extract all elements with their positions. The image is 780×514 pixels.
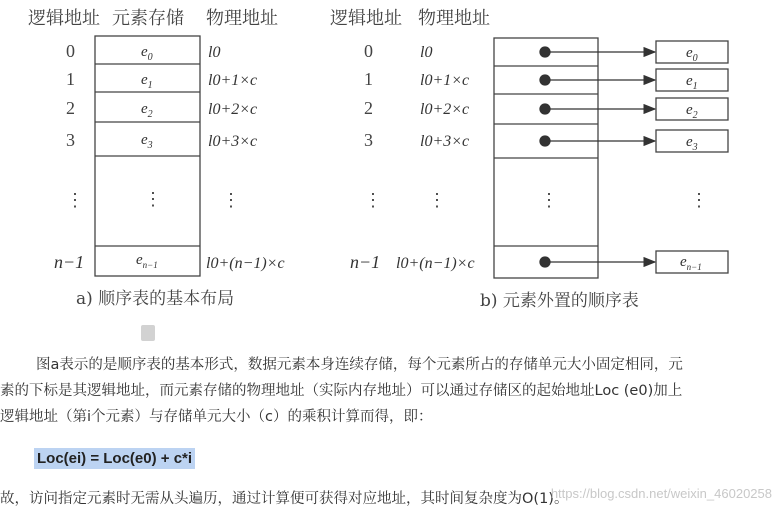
element-label: $e_0$ bbox=[141, 44, 153, 63]
element-label: ⋮ bbox=[144, 189, 162, 209]
pointer-dot bbox=[540, 257, 550, 267]
logical-index: n−1 bbox=[54, 252, 85, 272]
logical-index: ⋮ bbox=[364, 190, 382, 210]
pointer-ellipsis: ⋮ bbox=[540, 190, 558, 210]
paragraph-conclusion: 故，访问指定元素时无需从头遍历，通过计算便可获得对应地址，其时间复杂度为O(1)。 bbox=[0, 491, 569, 507]
logical-index: 1 bbox=[66, 69, 75, 89]
storage-column-b bbox=[494, 38, 598, 278]
physical-address: l0+1×c bbox=[420, 72, 470, 89]
pointer-dot bbox=[540, 47, 550, 57]
figure-a bbox=[28, 8, 285, 309]
physical-address: ⋮ bbox=[222, 190, 240, 210]
external-element-label: $e_3$ bbox=[686, 134, 698, 153]
physical-address: l0+2×c bbox=[420, 101, 470, 118]
image-placeholder-icon bbox=[141, 325, 155, 341]
logical-index: 3 bbox=[364, 130, 373, 150]
paragraph-line: 素的下标是其逻辑地址，而元素存储的物理地址（实际内存地址）可以通过存储区的起始地址Loc (e0)加上 bbox=[0, 383, 683, 399]
header-physical-address-b: 物理地址 bbox=[418, 8, 490, 29]
physical-address: l0+2×c bbox=[208, 101, 258, 118]
header-physical-address-a: 物理地址 bbox=[206, 8, 278, 29]
element-label: $e_2$ bbox=[141, 101, 153, 120]
external-element-label: ⋮ bbox=[690, 190, 708, 210]
physical-address: l0+(n−1)×c bbox=[206, 255, 285, 272]
pointer-dot bbox=[540, 136, 550, 146]
element-label: $e_1$ bbox=[141, 72, 153, 91]
header-logical-address-b: 逻辑地址 bbox=[330, 8, 402, 29]
physical-address: l0+3×c bbox=[208, 133, 258, 150]
header-element-storage: 元素存储 bbox=[112, 8, 184, 29]
logical-index: 1 bbox=[364, 69, 373, 89]
caption-b: b) 元素外置的顺序表 bbox=[480, 291, 639, 311]
physical-address: l0+1×c bbox=[208, 72, 258, 89]
watermark: https://blog.csdn.net/weixin_46020258 bbox=[550, 486, 772, 501]
physical-address: l0+(n−1)×c bbox=[396, 255, 475, 272]
pointer-dot bbox=[540, 75, 550, 85]
physical-address: l0 bbox=[208, 44, 221, 61]
figure-b bbox=[330, 8, 728, 311]
logical-index: n−1 bbox=[350, 252, 381, 272]
external-element-label: $e_{n-1}$ bbox=[680, 254, 702, 272]
physical-address: ⋮ bbox=[428, 190, 446, 210]
formula-block bbox=[34, 448, 195, 467]
header-logical-address-a: 逻辑地址 bbox=[28, 8, 100, 29]
paragraph-line: 逻辑地址（第i个元素）与存储单元大小（c）的乘积计算而得，即： bbox=[0, 409, 433, 425]
logical-index: 0 bbox=[66, 41, 75, 61]
logical-index: 3 bbox=[66, 130, 75, 150]
caption-a: a) 顺序表的基本布局 bbox=[76, 289, 235, 309]
external-element-label: $e_1$ bbox=[686, 73, 698, 92]
external-element-label: $e_0$ bbox=[686, 45, 698, 64]
logical-index: 2 bbox=[66, 98, 75, 118]
external-element-label: $e_2$ bbox=[686, 102, 698, 121]
paragraph-line: 图a表示的是顺序表的基本形式，数据元素本身连续存储，每个元素所占的存储单元大小固定相同，元 bbox=[36, 357, 683, 373]
physical-address: l0 bbox=[420, 44, 433, 61]
logical-index: 2 bbox=[364, 98, 373, 118]
element-label: $e_{n-1}$ bbox=[136, 252, 158, 270]
logical-index: 0 bbox=[364, 41, 373, 61]
logical-index: ⋮ bbox=[66, 190, 84, 210]
element-label: $e_3$ bbox=[141, 132, 153, 151]
pointer-dot bbox=[540, 104, 550, 114]
formula-text: Loc(ei) = Loc(e0) + c*i bbox=[34, 448, 195, 469]
physical-address: l0+3×c bbox=[420, 133, 470, 150]
